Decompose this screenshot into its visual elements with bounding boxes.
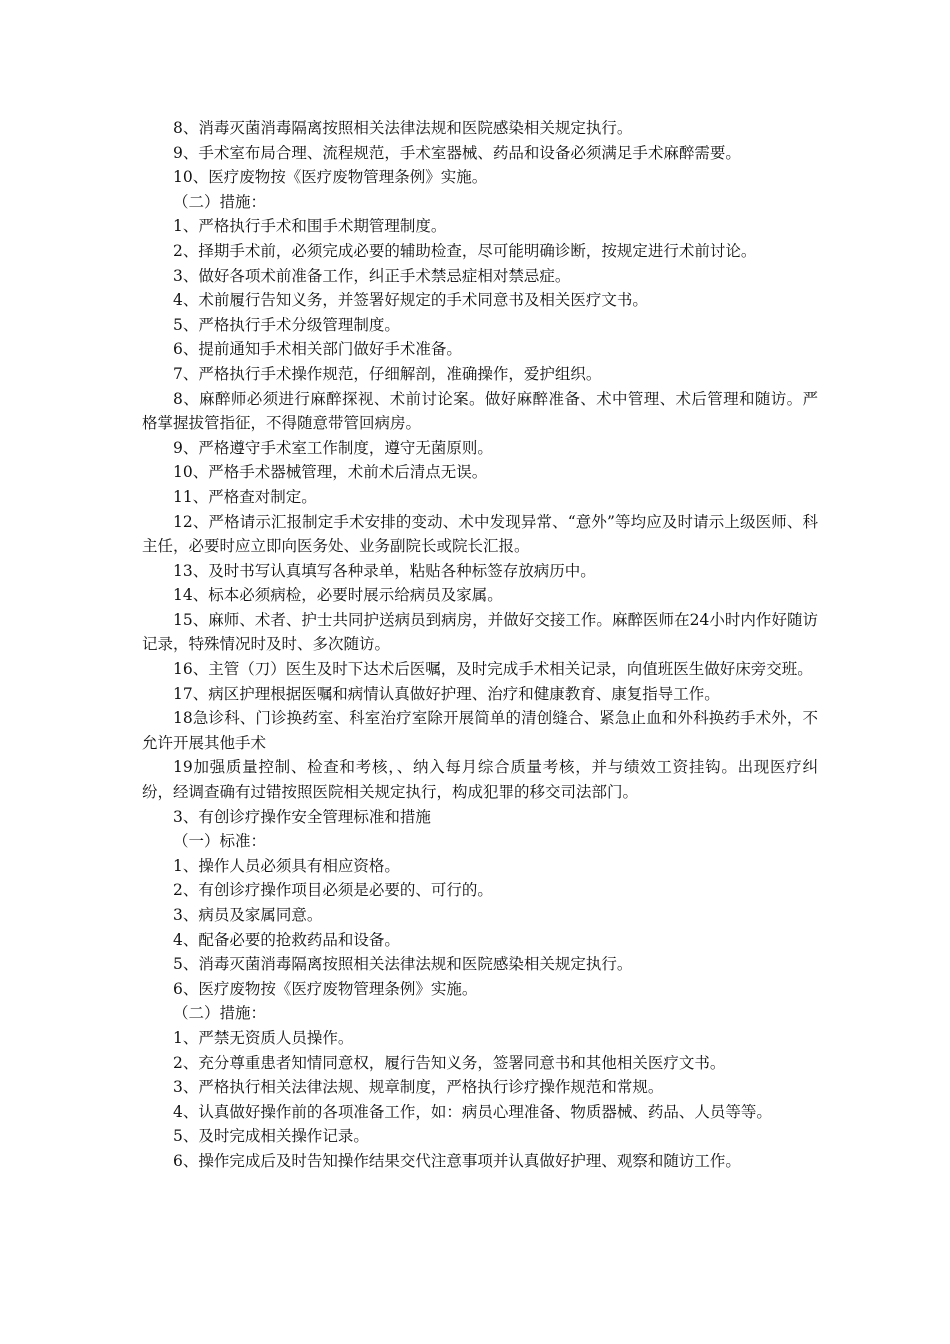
paragraph-31: 6、医疗废物按《医疗废物管理条例》实施。 [173,979,478,998]
paragraph-33: 1、严禁无资质人员操作。 [173,1028,354,1047]
paragraph-9: 5、严格执行手术分级管理制度。 [173,315,400,334]
paragraph-34: 2、充分尊重患者知情同意权，履行告知义务，签署同意书和其他相关医疗文书。 [173,1053,726,1072]
paragraph-1: 8、消毒灭菌消毒隔离按照相关法律法规和医院感染相关规定执行。 [173,119,633,137]
paragraph-3: 10、医疗废物按《医疗废物管理条例》实施。 [173,168,488,187]
paragraph-36: 4、认真做好操作前的各项准备工作，如：病员心理准备、物质器械、药品、人员等等。 [173,1102,772,1121]
paragraph-10: 6、提前通知手术相关部门做好手术准备。 [173,340,462,359]
paragraph-5: 1、严格执行手术和围手术期管理制度。 [173,217,447,236]
paragraph-23: 19加强质量控制、检查和考核，、纳入每月综合质量考核，并与绩效工资挂钩。出现医疗纠纷，经调查确有过错按照医院相关规定执行，构成犯罪的移交司法部门。 [142,758,818,802]
paragraph-30: 5、消毒灭菌消毒隔离按照相关法律法规和医院感染相关规定执行。 [173,955,633,974]
paragraph-22: 18急诊科、门诊换药室、科室治疗室除开展简单的清创缝合、紧急止血和外科换药手术外，不允许开展其他手术 [142,709,818,752]
paragraph-16: 12、严格请示汇报制定手术安排的变动、术中发现异常、“意外”等均应及时请示上级医师、科主任，必要时应立即向医务处、业务副院长或院长汇报。 [142,512,818,556]
section-heading-measures: （二）措施： [173,192,267,211]
paragraph-15: 11、严格查对制定。 [173,487,317,506]
paragraph-38: 6、操作完成后及时告知操作结果交代注意事项并认真做好护理、观察和随访工作。 [173,1151,741,1170]
paragraph-20: 16、主管（刀）医生及时下达术后医嘱，及时完成手术相关记录，向值班医生做好床旁交班。 [173,660,813,679]
paragraph-12: 8、麻醉师必须进行麻醉探视、术前讨论案。做好麻醉准备、术中管理、术后管理和随访。严格掌握拔管指征，不得随意带管回病房。 [142,389,818,433]
paragraph-17: 13、及时书写认真填写各种录单，粘贴各种标签存放病历中。 [173,561,596,580]
section-heading-standards: （一）标准： [173,832,267,851]
paragraph-8: 4、术前履行告知义务，并签署好规定的手术同意书及相关医疗文书。 [173,291,648,310]
paragraph-19: 15、麻师、术者、护士共同护送病员到病房，并做好交接工作。麻醉医师在24小时内作好随访记录，特殊情况时及时、多次随访。 [142,610,818,654]
paragraph-28: 3、病员及家属同意。 [173,906,323,924]
paragraph-13: 9、严格遵守手术室工作制度，遵守无菌原则。 [173,438,493,457]
paragraph-18: 14、标本必须病检，必要时展示给病员及家属。 [173,586,503,605]
paragraph-6: 2、择期手术前，必须完成必要的辅助检查，尽可能明确诊断，按规定进行术前讨论。 [173,241,757,260]
paragraph-26: 1、操作人员必须具有相应资格。 [173,856,400,875]
paragraph-21: 17、病区护理根据医嘱和病情认真做好护理、治疗和健康教育、康复指导工作。 [173,684,720,703]
section-heading-invasive: 3、有创诊疗操作安全管理标准和措施 [173,807,431,826]
section-heading-measures-2: （二）措施： [173,1004,267,1023]
paragraph-11: 7、严格执行手术操作规范，仔细解剖，准确操作，爱护组织。 [173,364,602,383]
paragraph-37: 5、及时完成相关操作记录。 [173,1127,369,1146]
paragraph-7: 3、做好各项术前准备工作，纠正手术禁忌症相对禁忌症。 [173,266,571,285]
paragraph-14: 10、严格手术器械管理，术前术后清点无误。 [173,463,488,482]
paragraph-2: 9、手术室布局合理、流程规范，手术室器械、药品和设备必须满足手术麻醉需要。 [173,143,741,162]
paragraph-29: 4、配备必要的抢救药品和设备。 [173,930,400,949]
paragraph-27: 2、有创诊疗操作项目必须是必要的、可行的。 [173,881,493,900]
paragraph-35: 3、严格执行相关法律法规、规章制度，严格执行诊疗操作规范和常规。 [173,1078,664,1097]
document-body [142,116,818,1174]
